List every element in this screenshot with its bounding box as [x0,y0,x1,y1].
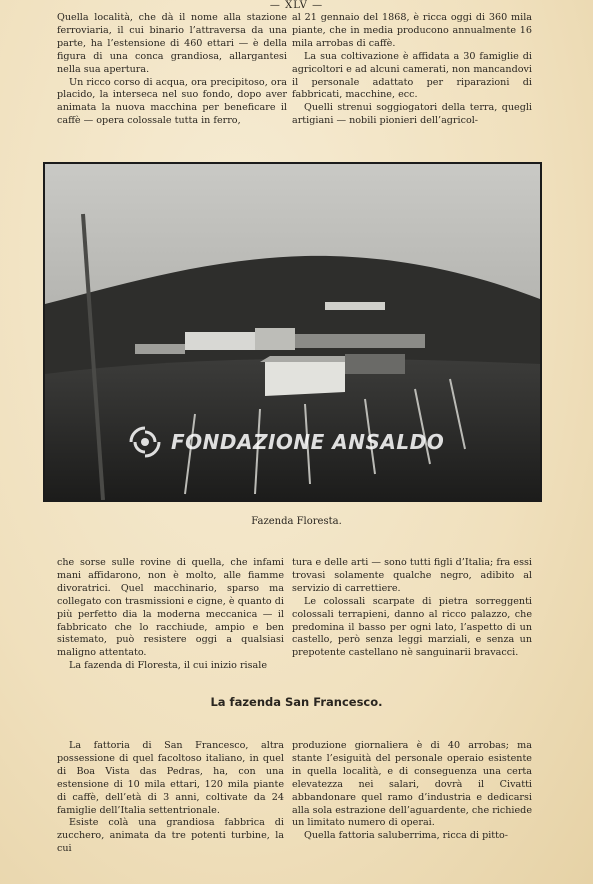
logo-icon [125,422,165,462]
watermark-text: FONDAZIONE ANSALDO [171,430,445,454]
paragraph: Quella località, che dà il nome alla stazione ferroviaria, il cui binario l’attraversa da una parte, ha l’estensione di 460 ettari — è della figura di una conca grandiosa, allargantesi nella sua apertura. [57,12,287,75]
paragraph: Le colossali scarpate di pietra sorreggenti colossali terrapieni, danno al ricco palazzo, che predomina il basso per ogni lato, l’aspetto di un castello, però senza leggi marziali, e senza un prepotente castellano nè sanguinarii bravacci. [292,595,532,659]
paragraph: Quella fattoria saluberrima, ricca di pitto- [304,830,509,842]
paragraph: La fattoria di San Francesco, altra possessione di quel facoltoso italiano, in quel di Boa Vista das Pedras, ha, con una estensione di 10 mila ettari, 120 mila piante di caffè, dell’età di 3 anni, coltivate da 24 famiglie dell’Italia settentrionale. [57,740,284,816]
column-bottom-left [57,740,284,856]
photo-caption: Fazenda Floresta. [251,516,342,527]
watermark [125,422,444,462]
paragraph: Esiste colà una grandiosa fabbrica di zucchero, animata da tre potenti turbine, la cui [57,817,284,855]
paragraph: Un ricco corso di acqua, ora precipitoso, ora placido, la interseca nel suo fondo, dopo aver animata la nuova macchina per beneficare il caffè — opera colossale tutta in ferro, [57,76,287,127]
paragraph: La sua coltivazione è affidata a 30 famiglie di agricoltori e ad alcuni camerati, non mancandovi il personale adattato per riparazioni di fabbricati, macchine, ecc. [292,50,532,101]
section-heading: La fazenda San Francesco. [210,695,383,709]
paragraph: La fazenda di Floresta, il cui inizio risale [69,660,268,672]
paragraph: tura e delle arti — sono tutti figli d’Italia; fra essi trovasi solamente qualche negro, adibito al servizio di carrettiere. [292,557,532,594]
page-number: — XLV — [269,0,324,11]
column-mid-left [57,557,284,673]
column-bottom-right [292,740,532,843]
column-top-left [57,12,287,128]
column-mid-right [292,557,532,660]
paragraph: al 21 gennaio del 1868, è ricca oggi di 360 mila piante, che in media producono annualmente 16 mila arrobas di caffè. [292,12,532,49]
paragraph: Quelli strenui soggiogatori della terra, quegli artigiani — nobili pionieri dell’agricol- [292,102,532,127]
paragraph: che sorse sulle rovine di quella, che infami mani affidarono, non è molto, alle fiamme divoratrici. Quel macchinario, sparso ma collegato con trasmissioni e cigne, è quanto di più perfetto dia la moderna meccanica — il fabbricato che lo racchiude, ampio e ben sistemato, può resistere oggi a qualsiasi maligno attentato. [57,557,284,659]
column-top-right [292,12,532,128]
paragraph: produzione giornaliera è di 40 arrobas; ma stante l’esiguità del personale operaio esistente in quella località, e di conseguenza una certa elevatezza nei salari, dovrà il Civatti abbandonare quel ramo d’industria e dedicarsi alla sola estrazione dell’aguardente, che richiede un limitato numero di operai. [292,740,532,829]
